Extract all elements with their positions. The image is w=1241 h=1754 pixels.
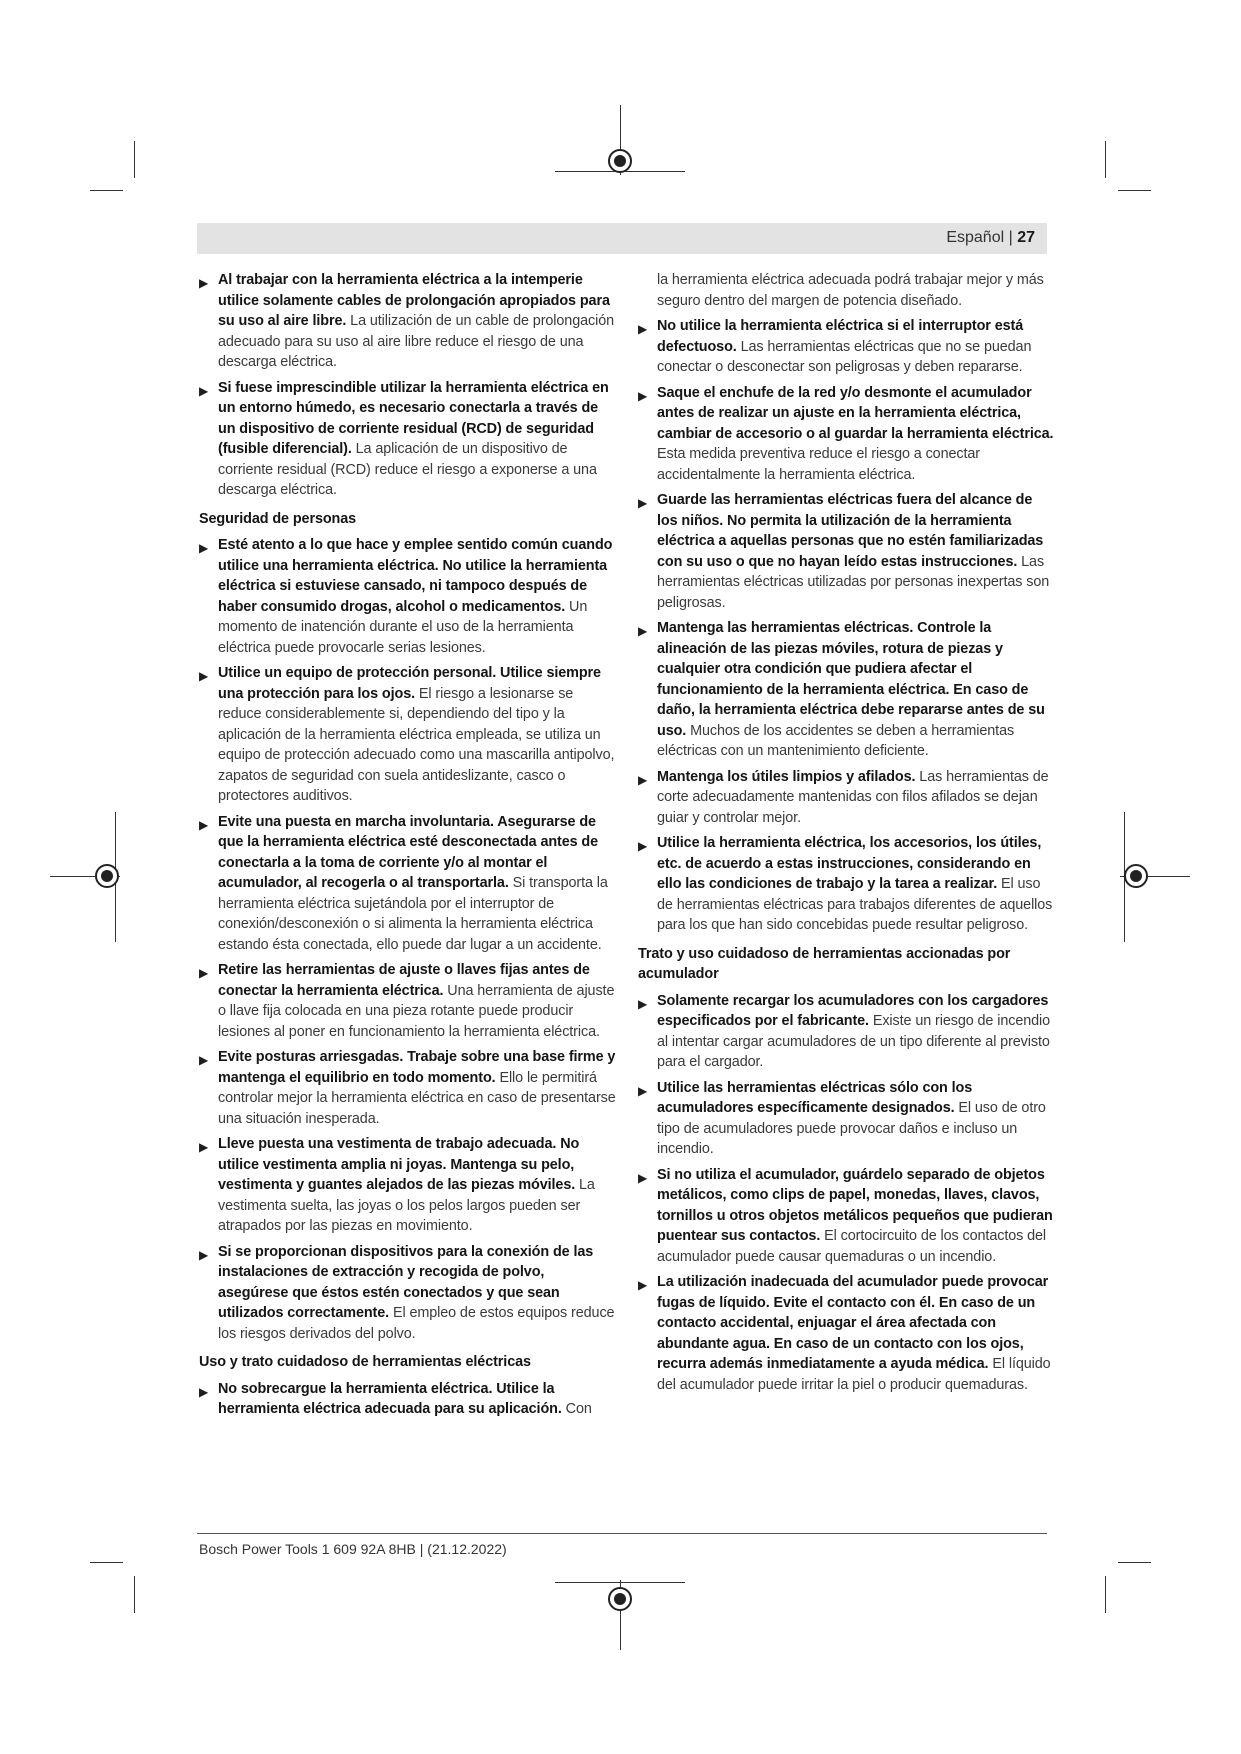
registration-mark-icon	[95, 864, 119, 888]
list-item	[638, 1272, 1056, 1395]
item-bold-text: Guarde las herramientas eléctricas fuera del alcance de los niños. No permita la utilización de la herramienta eléctrica a aquellas personas que no estén familiarizadas con su uso o que no hayan leído estas instrucciones.	[657, 492, 1044, 570]
item-bold-text: Retire las herramientas de ajuste o llaves fijas antes de conectar la herramienta eléctrica.	[218, 962, 590, 999]
item-bold-text: No sobrecargue la herramienta eléctrica. Utilice la herramienta eléctrica adecuada para su aplicación.	[218, 1380, 562, 1417]
item-body-text: La utilización de un cable de prolongación adecuado para su uso al aire libre reduce el riesgo de una descarga eléctrica.	[218, 313, 614, 370]
item-body-text: Ello le permitirá controlar mejor la herramienta eléctrica en caso de presentarse una situación inesperada.	[218, 1069, 616, 1127]
list-item	[199, 812, 617, 956]
item-body-text: La vestimenta suelta, las joyas o los pelos largos pueden ser atrapados por las piezas en movimiento.	[218, 1177, 595, 1234]
registration-mark-icon	[1124, 864, 1148, 888]
item-bold-text: Utilice un equipo de protección personal. Utilice siempre una protección para los ojos.	[218, 665, 601, 702]
list-item	[199, 1047, 617, 1129]
list-item	[638, 316, 1056, 378]
bullet-arrow-icon: ▶	[199, 966, 209, 980]
list-item	[638, 490, 1056, 613]
registration-mark-icon	[608, 149, 632, 173]
list-item	[638, 1078, 1056, 1160]
list-item	[638, 767, 1056, 829]
bullet-arrow-icon: ▶	[638, 772, 648, 787]
list-item	[199, 1134, 617, 1237]
header-label: Español | 27	[946, 229, 1035, 246]
item-body-text: Con	[561, 1401, 592, 1417]
item-body-text: Las herramientas de corte adecuadamente mantenidas con filos afilados se dejan guiar y controlar mejor.	[657, 768, 1049, 826]
page-header	[197, 223, 1047, 254]
bullet-arrow-icon: ▶	[638, 1278, 648, 1292]
item-body-text: El líquido del acumulador puede irritar la piel o producir quemaduras.	[657, 1356, 1051, 1393]
item-bold-text: La utilización inadecuada del acumulador puede provocar fugas de líquido. Evite el contacto con él. En caso de un contacto accidental, enjuagar el área afectada con abundante agua. En caso de un contacto con los ojos, recurra además inmediatamente a ayuda médica.	[657, 1274, 1049, 1372]
item-bold-text: Saque el enchufe de la red y/o desmonte el acumulador antes de realizar un ajuste en la herramienta eléctrica, cambiar de accesorio o al guardar la herramienta eléctrica.	[657, 384, 1054, 442]
registration-mark-icon	[608, 1587, 632, 1611]
item-body-text: La aplicación de un dispositivo de corriente residual (RCD) reduce el riesgo a exponerse a una descarga eléctrica.	[218, 441, 597, 498]
item-bold-text: Al trabajar con la herramienta eléctrica a la intemperie utilice solamente cables de prolongación apropiados para su uso al aire libre.	[218, 272, 610, 329]
list-item	[199, 270, 617, 373]
list-item	[638, 991, 1056, 1073]
bullet-arrow-icon: ▶	[638, 1083, 648, 1098]
item-body-text: Esta medida preventiva reduce el riesgo a conectar accidentalmente la herramienta eléctrica.	[657, 446, 980, 483]
item-bold-text: Utilice las herramientas eléctricas sólo con los acumuladores específicamente designados.	[657, 1079, 973, 1116]
item-body-text: El uso de otro tipo de acumuladores puede provocar daños e incluso un incendio.	[657, 1100, 1046, 1157]
item-bold-text: Solamente recargar los acumuladores con los cargadores especificados por el fabricante.	[657, 992, 1049, 1029]
item-body-text: El riesgo a lesionarse se reduce considerablemente si, dependiendo del tipo y la aplicación de la herramienta eléctrica empleada, se utiliza un equipo de protección adecuado como una mascarilla antipolvo, zapatos de seguridad con suela antideslizante, casco o protectores auditivos.	[218, 685, 615, 804]
item-body-text: Un momento de inatención durante el uso de la herramienta eléctrica puede provocarle serias lesiones.	[218, 598, 588, 656]
crop-mark	[1118, 190, 1151, 191]
crop-mark	[1105, 1576, 1106, 1613]
section-title: Trato y uso cuidadoso de herramientas accionadas por acumulador	[638, 945, 1011, 982]
item-bold-text: Evite posturas arriesgadas. Trabaje sobre una base firme y mantenga el equilibrio en todo momento.	[218, 1049, 616, 1086]
bullet-arrow-icon: ▶	[199, 541, 209, 555]
item-body-text: Muchos de los accidentes se deben a herramientas eléctricas con un mantenimiento deficiente.	[657, 722, 1015, 759]
list-item	[199, 1379, 617, 1420]
item-body-text: El uso de herramientas eléctricas para trabajos diferentes de aquellos para los que han sido concebidas puede resultar peligroso.	[657, 876, 1053, 933]
bullet-arrow-icon: ▶	[199, 1247, 209, 1262]
crop-mark	[555, 1582, 685, 1583]
item-body-text: Las herramientas eléctricas utilizadas por personas inexpertas son peligrosas.	[657, 553, 1050, 611]
list-item	[638, 618, 1056, 762]
bullet-arrow-icon: ▶	[638, 496, 648, 510]
right-column	[638, 270, 1056, 1400]
item-body-text: Si transporta la herramienta eléctrica sujetándola por el interruptor de conexión/desconexión o si alimenta la herramienta eléctrica estando ésta conectada, ello puede dar lugar a un accidente.	[218, 875, 608, 953]
bullet-arrow-icon: ▶	[638, 1170, 648, 1185]
page-number: 27	[1017, 229, 1035, 246]
bullet-arrow-icon: ▶	[199, 1053, 209, 1067]
list-item	[199, 663, 617, 807]
item-body-text: la herramienta eléctrica adecuada podrá trabajar mejor y más seguro dentro del margen de potencia diseñado.	[657, 272, 1044, 309]
bullet-arrow-icon: ▶	[199, 669, 209, 683]
bullet-arrow-icon: ▶	[199, 1384, 209, 1399]
item-body-text: Existe un riesgo de incendio al intentar cargar acumuladores de un tipo diferente al previsto para el cargador.	[657, 1013, 1051, 1070]
crop-mark	[1105, 141, 1106, 178]
crop-mark	[90, 190, 123, 191]
bullet-arrow-icon: ▶	[199, 383, 209, 398]
list-item	[199, 1242, 617, 1345]
bullet-arrow-icon: ▶	[199, 276, 209, 290]
bullet-arrow-icon: ▶	[638, 322, 648, 336]
header-language: Español	[946, 229, 1005, 246]
bullet-arrow-icon: ▶	[638, 839, 648, 853]
bullet-arrow-icon: ▶	[199, 817, 209, 832]
section-title: Uso y trato cuidadoso de herramientas eléctricas	[199, 1354, 531, 1370]
list-item	[199, 960, 617, 1042]
list-item	[199, 378, 617, 501]
list-item	[638, 1165, 1056, 1268]
footer-divider	[197, 1533, 1047, 1534]
list-item	[199, 535, 617, 658]
bullet-arrow-icon: ▶	[638, 996, 648, 1011]
list-item	[638, 833, 1056, 936]
crop-mark	[134, 1576, 135, 1613]
crop-mark	[134, 141, 135, 178]
item-bold-text: Evite una puesta en marcha involuntaria. Asegurarse de que la herramienta eléctrica esté desconectada antes de conectarla a la toma de corriente y/o al montar el acumulador, al recogerla o al transportarla.	[218, 813, 599, 891]
item-bold-text: Utilice la herramienta eléctrica, los accesorios, los útiles, etc. de acuerdo a estas instrucciones, considerando en ello las condiciones de trabajo y la tarea a realizar.	[657, 835, 1042, 892]
item-body-text: El empleo de estos equipos reduce los riesgos derivados del polvo.	[218, 1305, 615, 1342]
bullet-arrow-icon: ▶	[638, 388, 648, 403]
item-bold-text: Si se proporcionan dispositivos para la conexión de las instalaciones de extracción y recogida de polvo, asegúrese que éstos estén conectados y que sean utilizados correctamente.	[218, 1243, 594, 1321]
list-item	[638, 383, 1056, 486]
crop-mark	[90, 1562, 123, 1563]
page-footer: Bosch Power Tools 1 609 92A 8HB | (21.12.2022)	[199, 1541, 507, 1557]
item-bold-text: Esté atento a lo que hace y emplee sentido común cuando utilice una herramienta eléctrica. No utilice la herramienta eléctrica si estuviese cansado, ni tampoco después de haber consumido drogas, alcohol o medicamentos.	[218, 537, 613, 615]
item-bold-text: Mantenga los útiles limpios y afilados.	[657, 768, 916, 785]
item-bold-text: Si no utiliza el acumulador, guárdelo separado de objetos metálicos, como clips de papel, monedas, llaves, clavos, tornillos u otros objetos metálicos pequeños que pudieran puentear sus contactos.	[657, 1166, 1053, 1244]
continuation-text	[638, 270, 1056, 311]
crop-mark	[1118, 1562, 1151, 1563]
left-column	[199, 270, 617, 1425]
item-bold-text: Si fuese imprescindible utilizar la herramienta eléctrica en un entorno húmedo, es necesario conectarla a través de un dispositivo de corriente residual (RCD) de seguridad (fusible diferencial).	[218, 379, 609, 457]
item-bold-text: Mantenga las herramientas eléctricas. Controle la alineación de las piezas móviles, rotura de piezas y cualquier otra condición que pudiera afectar el funcionamiento de la herramienta eléctrica. En caso de daño, la herramienta eléctrica debe repararse antes de su uso.	[657, 620, 1045, 739]
bullet-arrow-icon: ▶	[638, 624, 648, 638]
item-body-text: Una herramienta de ajuste o llave fija colocada en una pieza rotante puede producir lesiones al poner en funcionamiento la herramienta eléctrica.	[218, 982, 615, 1040]
section-title: Seguridad de personas	[199, 510, 357, 527]
item-body-text: El cortocircuito de los contactos del acumulador puede causar quemaduras o un incendio.	[657, 1228, 1047, 1265]
item-bold-text: Lleve puesta una vestimenta de trabajo adecuada. No utilice vestimenta amplia ni joyas. Mantenga su pelo, vestimenta y guantes alejados de las piezas móviles.	[218, 1136, 580, 1193]
item-body-text: Las herramientas eléctricas que no se puedan conectar o desconectar son peligrosas y deben repararse.	[657, 338, 1032, 375]
bullet-arrow-icon: ▶	[199, 1140, 209, 1154]
item-bold-text: No utilice la herramienta eléctrica si el interruptor está defectuoso.	[657, 318, 1024, 355]
